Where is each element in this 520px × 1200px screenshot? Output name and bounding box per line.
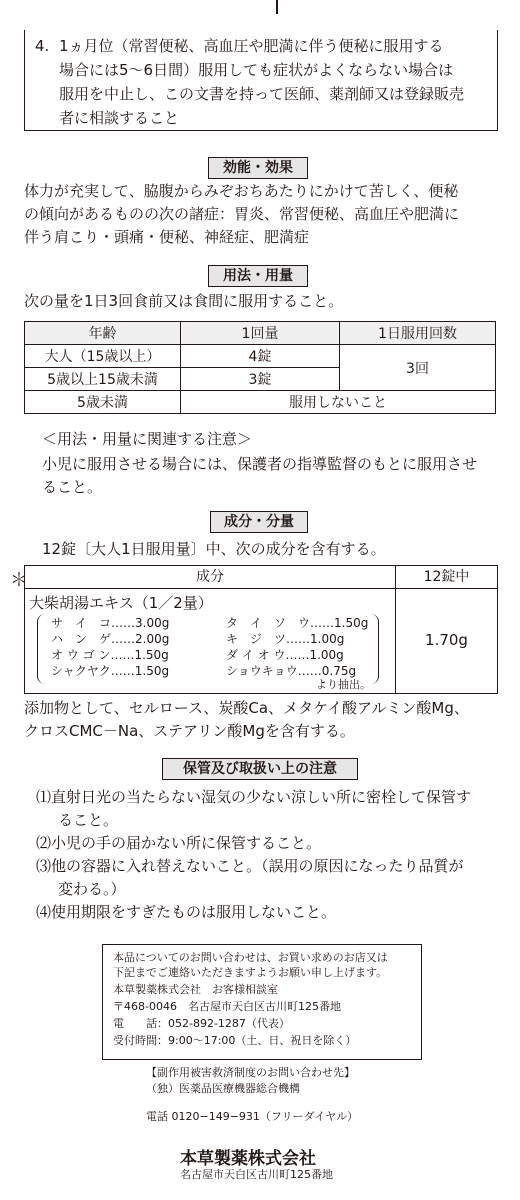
precaution-line: 者に相談すること <box>59 109 180 127</box>
efficacy-heading: 効能・効果 <box>208 157 308 179</box>
relief-org: （独）医薬品医療機器総合機構 <box>146 1082 300 1095</box>
extract-amount: 1.70g <box>425 631 468 649</box>
asterisk-mark: ＊ <box>10 570 28 591</box>
efficacy-line: 体力が充実して、脇腹からみぞおちあたりにかけて苦しく、便秘 <box>24 182 459 200</box>
herb-entry: オ ウ ゴ ン……1.50g <box>51 648 169 662</box>
company-address: 名古屋市天白区古川町125番地 <box>180 1168 333 1181</box>
precaution-line: 服用を中止し、この文書を持って医師、薬剤師又は登録販売 <box>59 85 465 103</box>
cell-child: 5歳以上15歳未満 <box>25 368 181 391</box>
herb-entry: シャクヤク……1.50g <box>51 664 170 678</box>
related-line: ること。 <box>42 478 103 496</box>
extract-name: 大柴胡湯エキス（1／2量） <box>29 594 213 612</box>
precaution-box <box>24 30 498 131</box>
related-title: ＜用法・用量に関連する注意＞ <box>42 430 253 448</box>
top-divider <box>276 0 278 14</box>
contact-line: 電 話：052-892-1287（代表） <box>113 1017 290 1030</box>
cell-adult: 大人（15歳以上） <box>25 345 181 368</box>
col-age: 年齢 <box>25 322 181 345</box>
precaution-number: 4. <box>35 37 50 55</box>
contact-line: 〒468-0046 名古屋市天白区古川町125番地 <box>113 1000 341 1013</box>
storage-item-2 <box>36 832 321 855</box>
storage-line: ⑵小児の手の届かない所に保管すること。 <box>36 834 322 852</box>
storage-line: ⑷使用期限をすぎたものは服用しないこと。 <box>36 903 337 921</box>
contact-box <box>102 944 422 1060</box>
herb-entry: ショウキョウ……0.75g <box>226 664 357 678</box>
related-text <box>42 453 512 499</box>
cell-under5: 5歳未満 <box>25 391 181 414</box>
contact-line: 本草製薬株式会社 お客様相談室 <box>113 983 278 996</box>
herb-entry: キ ジ ツ……1.00g <box>226 632 345 646</box>
cell-under5-note: 服用しないこと <box>181 391 496 414</box>
dosage-table <box>24 321 496 414</box>
col-amount: 12錠中 <box>423 569 470 585</box>
storage-heading: 保管及び取扱い上の注意 <box>162 758 358 780</box>
cell-child-dose: 3錠 <box>181 368 340 391</box>
contact-line: 下記までご連絡いただきますようお願い申し上げます。 <box>113 966 388 979</box>
additives-line: クロスCMC－Na、ステアリン酸Mgを含有する。 <box>24 722 355 740</box>
efficacy-text <box>24 180 514 249</box>
ingredients-table <box>24 565 498 694</box>
dosage-heading: 用法・用量 <box>208 265 308 287</box>
herb-row <box>51 647 381 663</box>
storage-list <box>36 786 506 936</box>
storage-line: ⑶他の容器に入れ替えないこと。（誤用の原因になったり品質が <box>36 857 464 875</box>
contact-line: 受付時間：9:00〜17:00（土、日、祝日を除く） <box>113 1034 357 1047</box>
cell-daily-times: 3回 <box>340 345 496 391</box>
col-component: 成分 <box>25 566 396 588</box>
precaution-item-4 <box>35 34 495 130</box>
storage-line: ⑴直射日光の当たらない湿気の少ない涼しい所に密栓して保管す <box>36 788 472 806</box>
ingredients-heading: 成分・分量 <box>210 511 308 533</box>
dosage-intro: 次の量を1日3回食前又は食間に服用すること。 <box>24 292 344 310</box>
herb-entry: ハ ン ゲ……2.00g <box>51 632 170 646</box>
herb-entry: タ イ ソ ウ……1.50g <box>226 616 369 630</box>
herb-entry: ダ イ オ ウ……1.00g <box>226 648 344 662</box>
table-row <box>25 345 496 368</box>
storage-item-4 <box>36 901 336 924</box>
table-row <box>25 391 496 414</box>
additives-text <box>24 697 518 743</box>
additives-line: 添加物として、セルロース、炭酸Ca、メタケイ酸アルミン酸Mg、 <box>24 699 469 717</box>
efficacy-line: 伴う肩こり・頭痛・便秘、神経症、肥満症 <box>24 228 310 246</box>
extract-note: より抽出。 <box>316 678 371 691</box>
ingredients-intro: 12錠〔大人1日服用量〕中、次の成分を含有する。 <box>42 540 386 558</box>
storage-item-3 <box>36 855 464 901</box>
efficacy-line: の傾向があるものの次の諸症：胃炎、常習便秘、高血圧や肥満に <box>24 205 460 223</box>
col-once: 1回量 <box>181 322 340 345</box>
storage-item-1 <box>36 786 471 832</box>
cell-adult-dose: 4錠 <box>181 345 340 368</box>
ingredients-header-row <box>25 566 497 589</box>
table-row <box>25 322 496 345</box>
col-daily: 1日服用回数 <box>340 322 496 345</box>
storage-line: 変わる。） <box>58 880 126 898</box>
precaution-line: 1ヵ月位（常習便秘、高血圧や肥満に伴う便秘に服用する <box>59 37 444 55</box>
company-name: 本草製薬株式会社 <box>180 1149 316 1169</box>
related-line: 小児に服用させる場合には、保護者の指導監督のもとに服用させ <box>42 455 478 473</box>
relief-title: 【副作用被害救済制度のお問い合わせ先】 <box>146 1066 355 1079</box>
herb-row <box>51 631 381 647</box>
herb-row <box>51 615 381 631</box>
relief-phone: 電話 0120−149−931（フリーダイヤル） <box>146 1110 359 1123</box>
herb-entry: サ イ コ……3.00g <box>51 616 170 630</box>
contact-line: 本品についてのお問い合わせは、お買い求めのお店又は <box>113 951 388 964</box>
precaution-line: 場合には5〜6日間）服用しても症状がよくならない場合は <box>59 61 454 79</box>
storage-line: ること。 <box>58 811 119 829</box>
